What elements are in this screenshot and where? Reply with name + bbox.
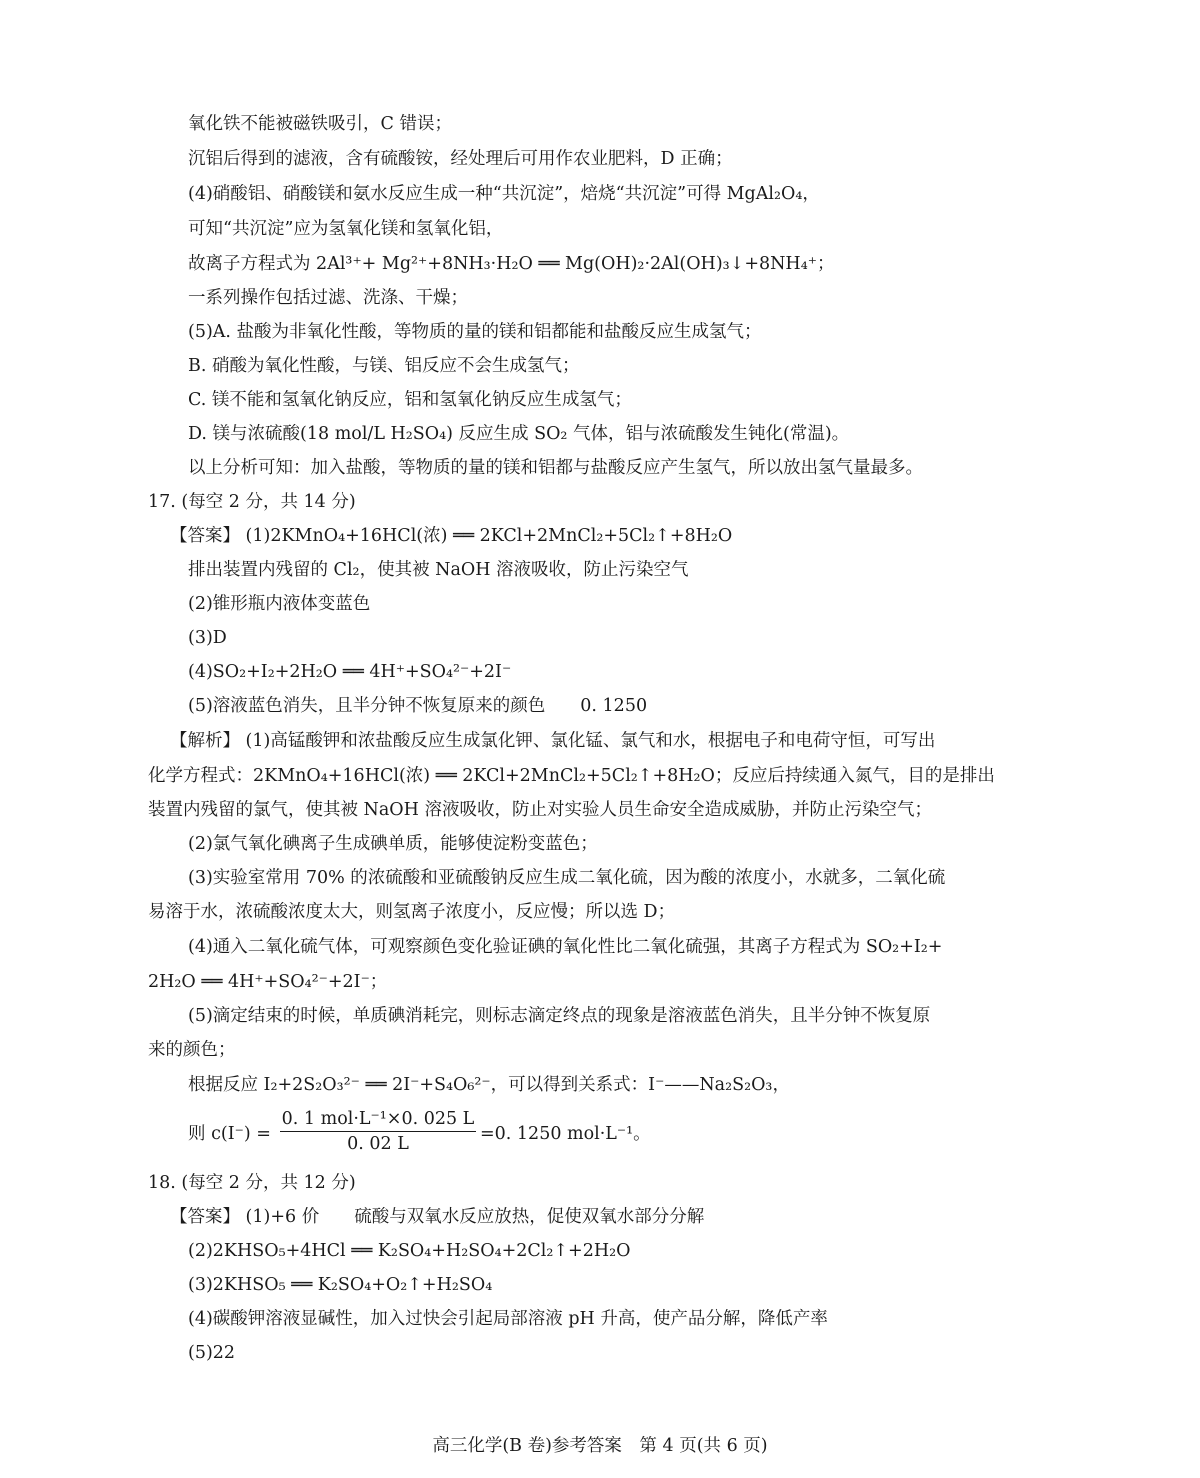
text-line: 排出装置内残留的 Cl₂，使其被 NaOH 溶液吸收，防止污染空气 [188, 560, 689, 580]
text-line: (4)碳酸钾溶液显碱性，加入过快会引起局部溶液 pH 升高，使产品分解，降低产率 [188, 1309, 828, 1329]
text-line: 来的颜色； [148, 1040, 236, 1060]
analysis-line: 【解析】 (1)高锰酸钾和浓盐酸反应生成氯化钾、氯化锰、氯气和水，根据电子和电荷守恒，可写出 [170, 731, 936, 751]
text-line: 沉铝后得到的滤液，含有硫酸铵，经处理后可用作农业肥料，D 正确； [188, 149, 733, 169]
answer-line: 【答案】 (1)+6 价 硫酸与双氧水反应放热，促使双氧水部分分解 [170, 1207, 705, 1227]
text-line: (4)通入二氧化硫气体，可观察颜色变化验证碘的氧化性比二氧化硫强，其离子方程式为 SO₂+I₂+ [188, 937, 943, 957]
answer-line: 【答案】 (1)2KMnO₄+16HCl(浓) ══ 2KCl+2MnCl₂+5Cl₂↑+8H₂O [170, 526, 733, 546]
text-line: (2)氯气氧化碘离子生成碘单质，能够使淀粉变蓝色； [188, 834, 598, 854]
text-line: C. 镁不能和氢氧化钠反应，铝和氢氧化钠反应生成氢气； [188, 390, 632, 410]
text-line: (5)22 [188, 1343, 236, 1363]
text-line: (5)溶液蓝色消失，且半分钟不恢复原来的颜色 0. 1250 [188, 696, 648, 716]
text-line: 故离子方程式为 2Al³⁺+ Mg²⁺+8NH₃·H₂O ══ Mg(OH)₂·2Al(OH)₃↓+8NH₄⁺； [188, 254, 835, 274]
text-line: 氧化铁不能被磁铁吸引，C 错误； [188, 114, 452, 134]
formula-denominator: 0. 02 L [347, 1134, 409, 1154]
text-line: (3)2KHSO₅ ══ K₂SO₄+O₂↑+H₂SO₄ [188, 1275, 493, 1295]
text-line: 以上分析可知：加入盐酸，等物质的量的镁和铝都与盐酸反应产生氢气，所以放出氢气量最多。 [188, 458, 923, 478]
formula-numerator: 0. 1 mol·L⁻¹×0. 025 L [281, 1109, 475, 1129]
text-line: 2H₂O ══ 4H⁺+SO₄²⁻+2I⁻； [148, 972, 388, 992]
formula-prefix: 则 c(I⁻) = [188, 1124, 271, 1144]
question-header: 17. (每空 2 分，共 14 分) [148, 492, 356, 512]
text-line: (3)D [188, 628, 227, 648]
text-line: D. 镁与浓硫酸(18 mol/L H₂SO₄) 反应生成 SO₂ 气体，铝与浓硫酸发生钝化(常温)。 [188, 424, 850, 444]
text-line: 装置内残留的氯气，使其被 NaOH 溶液吸收，防止对实验人员生命安全造成威胁，并防止污染空气； [148, 800, 932, 820]
text-line: 化学方程式：2KMnO₄+16HCl(浓) ══ 2KCl+2MnCl₂+5Cl₂↑+8H₂O；反应后持续通入氮气，目的是排出 [148, 766, 995, 786]
text-line: 根据反应 I₂+2S₂O₃²⁻ ══ 2I⁻+S₄O₆²⁻，可以得到关系式：I⁻——Na₂S₂O₃， [188, 1075, 790, 1095]
text-line: (5)A. 盐酸为非氧化性酸，等物质的量的镁和铝都能和盐酸反应生成氢气； [188, 322, 762, 342]
text-line: 可知“共沉淀”应为氢氧化镁和氢氧化铝， [188, 219, 504, 239]
text-line: (3)实验室常用 70% 的浓硫酸和亚硫酸钠反应生成二氧化硫，因为酸的浓度小，水就多，二氧化硫 [188, 868, 946, 888]
text-line: (4)SO₂+I₂+2H₂O ══ 4H⁺+SO₄²⁻+2I⁻ [188, 662, 512, 682]
text-line: (2)锥形瓶内液体变蓝色 [188, 594, 371, 614]
text-line: 一系列操作包括过滤、洗涤、干燥； [188, 288, 468, 308]
fraction-bar [280, 1131, 476, 1132]
text-line: (4)硝酸铝、硝酸镁和氨水反应生成一种“共沉淀”，焙烧“共沉淀”可得 MgAl₂O₄， [188, 184, 820, 204]
text-line: (2)2KHSO₅+4HCl ══ K₂SO₄+H₂SO₄+2Cl₂↑+2H₂O [188, 1241, 631, 1261]
formula-fraction [280, 1108, 476, 1155]
page-footer: 高三化学(B 卷)参考答案 第 4 页(共 6 页) [432, 1436, 768, 1456]
text-line: 易溶于水，浓硫酸浓度太大，则氢离子浓度小，反应慢；所以选 D； [148, 902, 676, 922]
text-line: B. 硝酸为氧化性酸，与镁、铝反应不会生成氢气； [188, 356, 580, 376]
formula-suffix: =0. 1250 mol·L⁻¹。 [480, 1124, 651, 1144]
question-header: 18. (每空 2 分，共 12 分) [148, 1173, 356, 1193]
text-line: (5)滴定结束的时候，单质碘消耗完，则标志滴定终点的现象是溶液蓝色消失，且半分钟不恢复原 [188, 1006, 931, 1026]
